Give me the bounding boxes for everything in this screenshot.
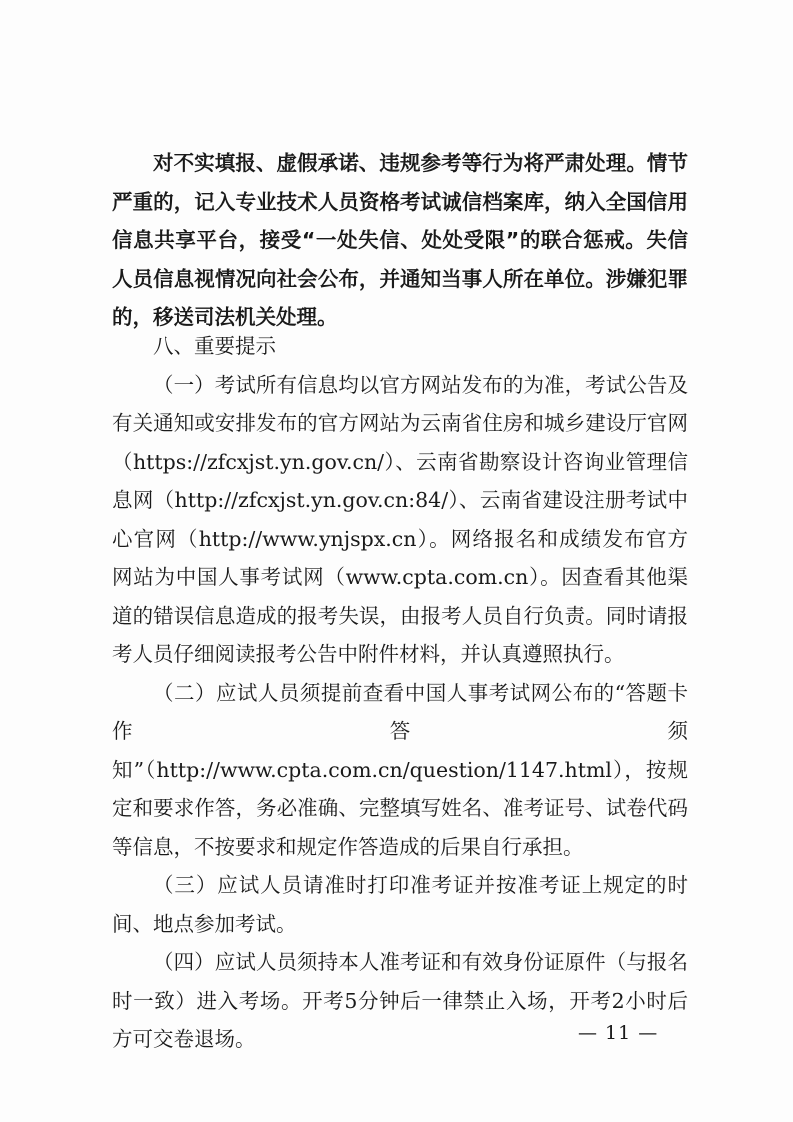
note-item-4: （四）应试人员须持本人准考证和有效身份证原件（与报名时一致）进入考场。开考5分钟后一律禁止入场，开考2小时后方可交卷退场。 (112, 950, 688, 1051)
intro-block (112, 144, 688, 337)
important-notes-section (112, 327, 688, 1059)
intro-paragraph: 对不实填报、虚假承诺、违规参考等行为将严肃处理。情节严重的，记入专业技术人员资格考试诚信档案库，纳入全国信用信息共享平台，接受“一处失信、处处受限”的联合惩戒。失信人员信息视情况向社会公布，并通知当事人所在单位。涉嫌犯罪的，移送司法机关处理。 (112, 151, 688, 329)
section-heading: 八、重要提示 (153, 334, 276, 358)
note-item-1: （一）考试所有信息均以官方网站发布的为准，考试公告及有关通知或安排发布的官方网站为云南省住房和城乡建设厅官网（https://zfcxjst.yn.gov.cn/）、云南省勘察设计咨询业管理信息网（http://zfcxjst.yn.gov.cn:84/）、云南省建设注册考试中心官网（http://www.ynjspx.cn）。网络报名和成绩发布官方网站为中国人事考试网（www.cpta.com.cn）。因查看其他渠道的错误信息造成的报考失误，由报考人员自行负责。同时请报考人员仔细阅读报考公告中附件材料，并认真遵照执行。 (112, 372, 688, 666)
note-item-3: （三）应试人员请准时打印准考证并按准考证上规定的时间、地点参加考试。 (112, 873, 688, 936)
note-item-2: （二）应试人员须提前查看中国人事考试网公布的“答题卡作答须知”（http://www.cpta.com.cn/question/1147.html），按规定和要求作答，务必准确、完整填写姓名、准考证号、试卷代码等信息，不按要求和规定作答造成的后果自行承担。 (112, 680, 688, 859)
page-number: — 11 — (578, 1022, 659, 1044)
